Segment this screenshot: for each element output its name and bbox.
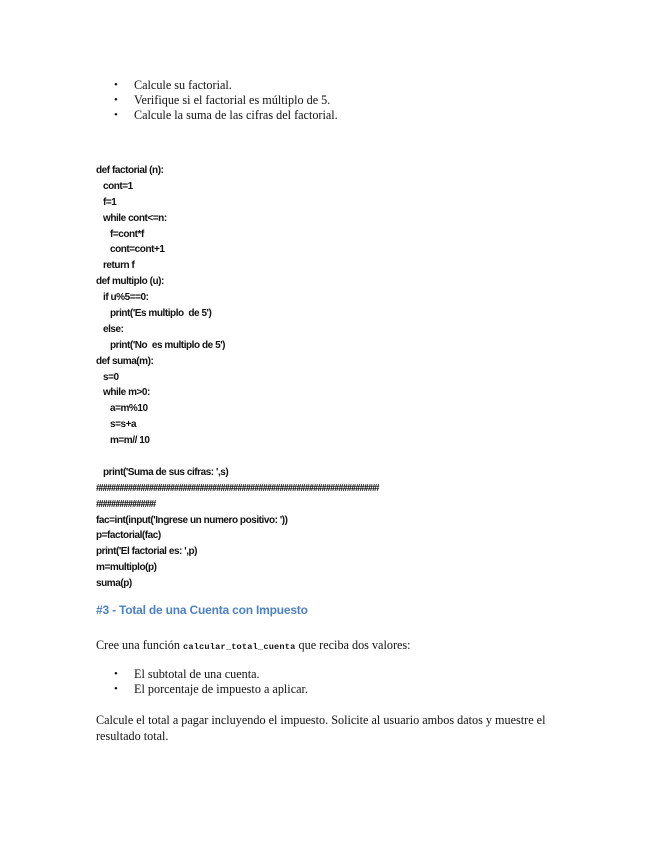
section-closing-paragraph: Calcule el total a pagar incluyendo el impuesto. Solicite al usuario ambos datos y muestre el resultado total. xyxy=(96,713,546,743)
section-intro xyxy=(96,637,566,655)
code-line: m=multiplo(p) xyxy=(96,562,157,574)
code-line: if u%5==0: xyxy=(96,292,149,304)
code-line: while cont<=n: xyxy=(96,212,167,224)
code-line: print('El factorial es: ',p) xyxy=(96,546,198,558)
code-line: print('No es multiplo de 5') xyxy=(96,339,226,351)
bullet-item: • El subtotal de una cuenta. xyxy=(96,667,308,682)
function-name: calcular_total_cuenta xyxy=(182,642,296,652)
code-block xyxy=(96,163,566,592)
code-separator-line: ############## xyxy=(96,498,155,510)
intro-text-before: Cree una función xyxy=(96,638,183,652)
code-line: cont=1 xyxy=(96,180,133,192)
code-line: def factorial (n): xyxy=(96,165,164,176)
code-separator-line: ################################################################### xyxy=(96,482,379,494)
code-line: print('Es multiplo de 5') xyxy=(96,308,212,320)
bullet-item: • Calcule la suma de las cifras del factorial. xyxy=(96,108,338,123)
section-bullet-list xyxy=(96,667,308,697)
code-line: fac=int(input('Ingrese un numero positivo: ')) xyxy=(96,514,288,526)
code-line: s=s+a xyxy=(96,419,137,431)
bullet-item: • El porcentaje de impuesto a aplicar. xyxy=(96,682,308,697)
code-line: return f xyxy=(96,260,135,272)
code-line: suma(p) xyxy=(96,578,132,590)
code-line: f=cont*f xyxy=(96,228,144,240)
intro-text-after: que reciba dos valores: xyxy=(295,638,411,652)
code-line: m=m// 10 xyxy=(96,435,150,447)
code-line: def multiplo (u): xyxy=(96,276,164,288)
top-bullet-list xyxy=(96,78,338,123)
bullet-item: • Calcule su factorial. xyxy=(96,78,338,93)
code-line: while m>0: xyxy=(96,387,150,399)
code-blank-line xyxy=(96,449,566,465)
code-line: s=0 xyxy=(96,371,119,383)
bullet-item: • Verifique si el factorial es múltiplo de 5. xyxy=(96,93,338,108)
section-heading: #3 - Total de una Cuenta con Impuesto xyxy=(96,603,308,617)
code-line: print('Suma de sus cifras: ',s) xyxy=(96,466,229,478)
code-line: else: xyxy=(96,323,124,335)
code-line: p=factorial(fac) xyxy=(96,530,161,542)
code-line: cont=cont+1 xyxy=(96,244,165,256)
code-line: def suma(m): xyxy=(96,355,154,367)
code-line: f=1 xyxy=(96,196,117,208)
code-line: a=m%10 xyxy=(96,403,148,415)
